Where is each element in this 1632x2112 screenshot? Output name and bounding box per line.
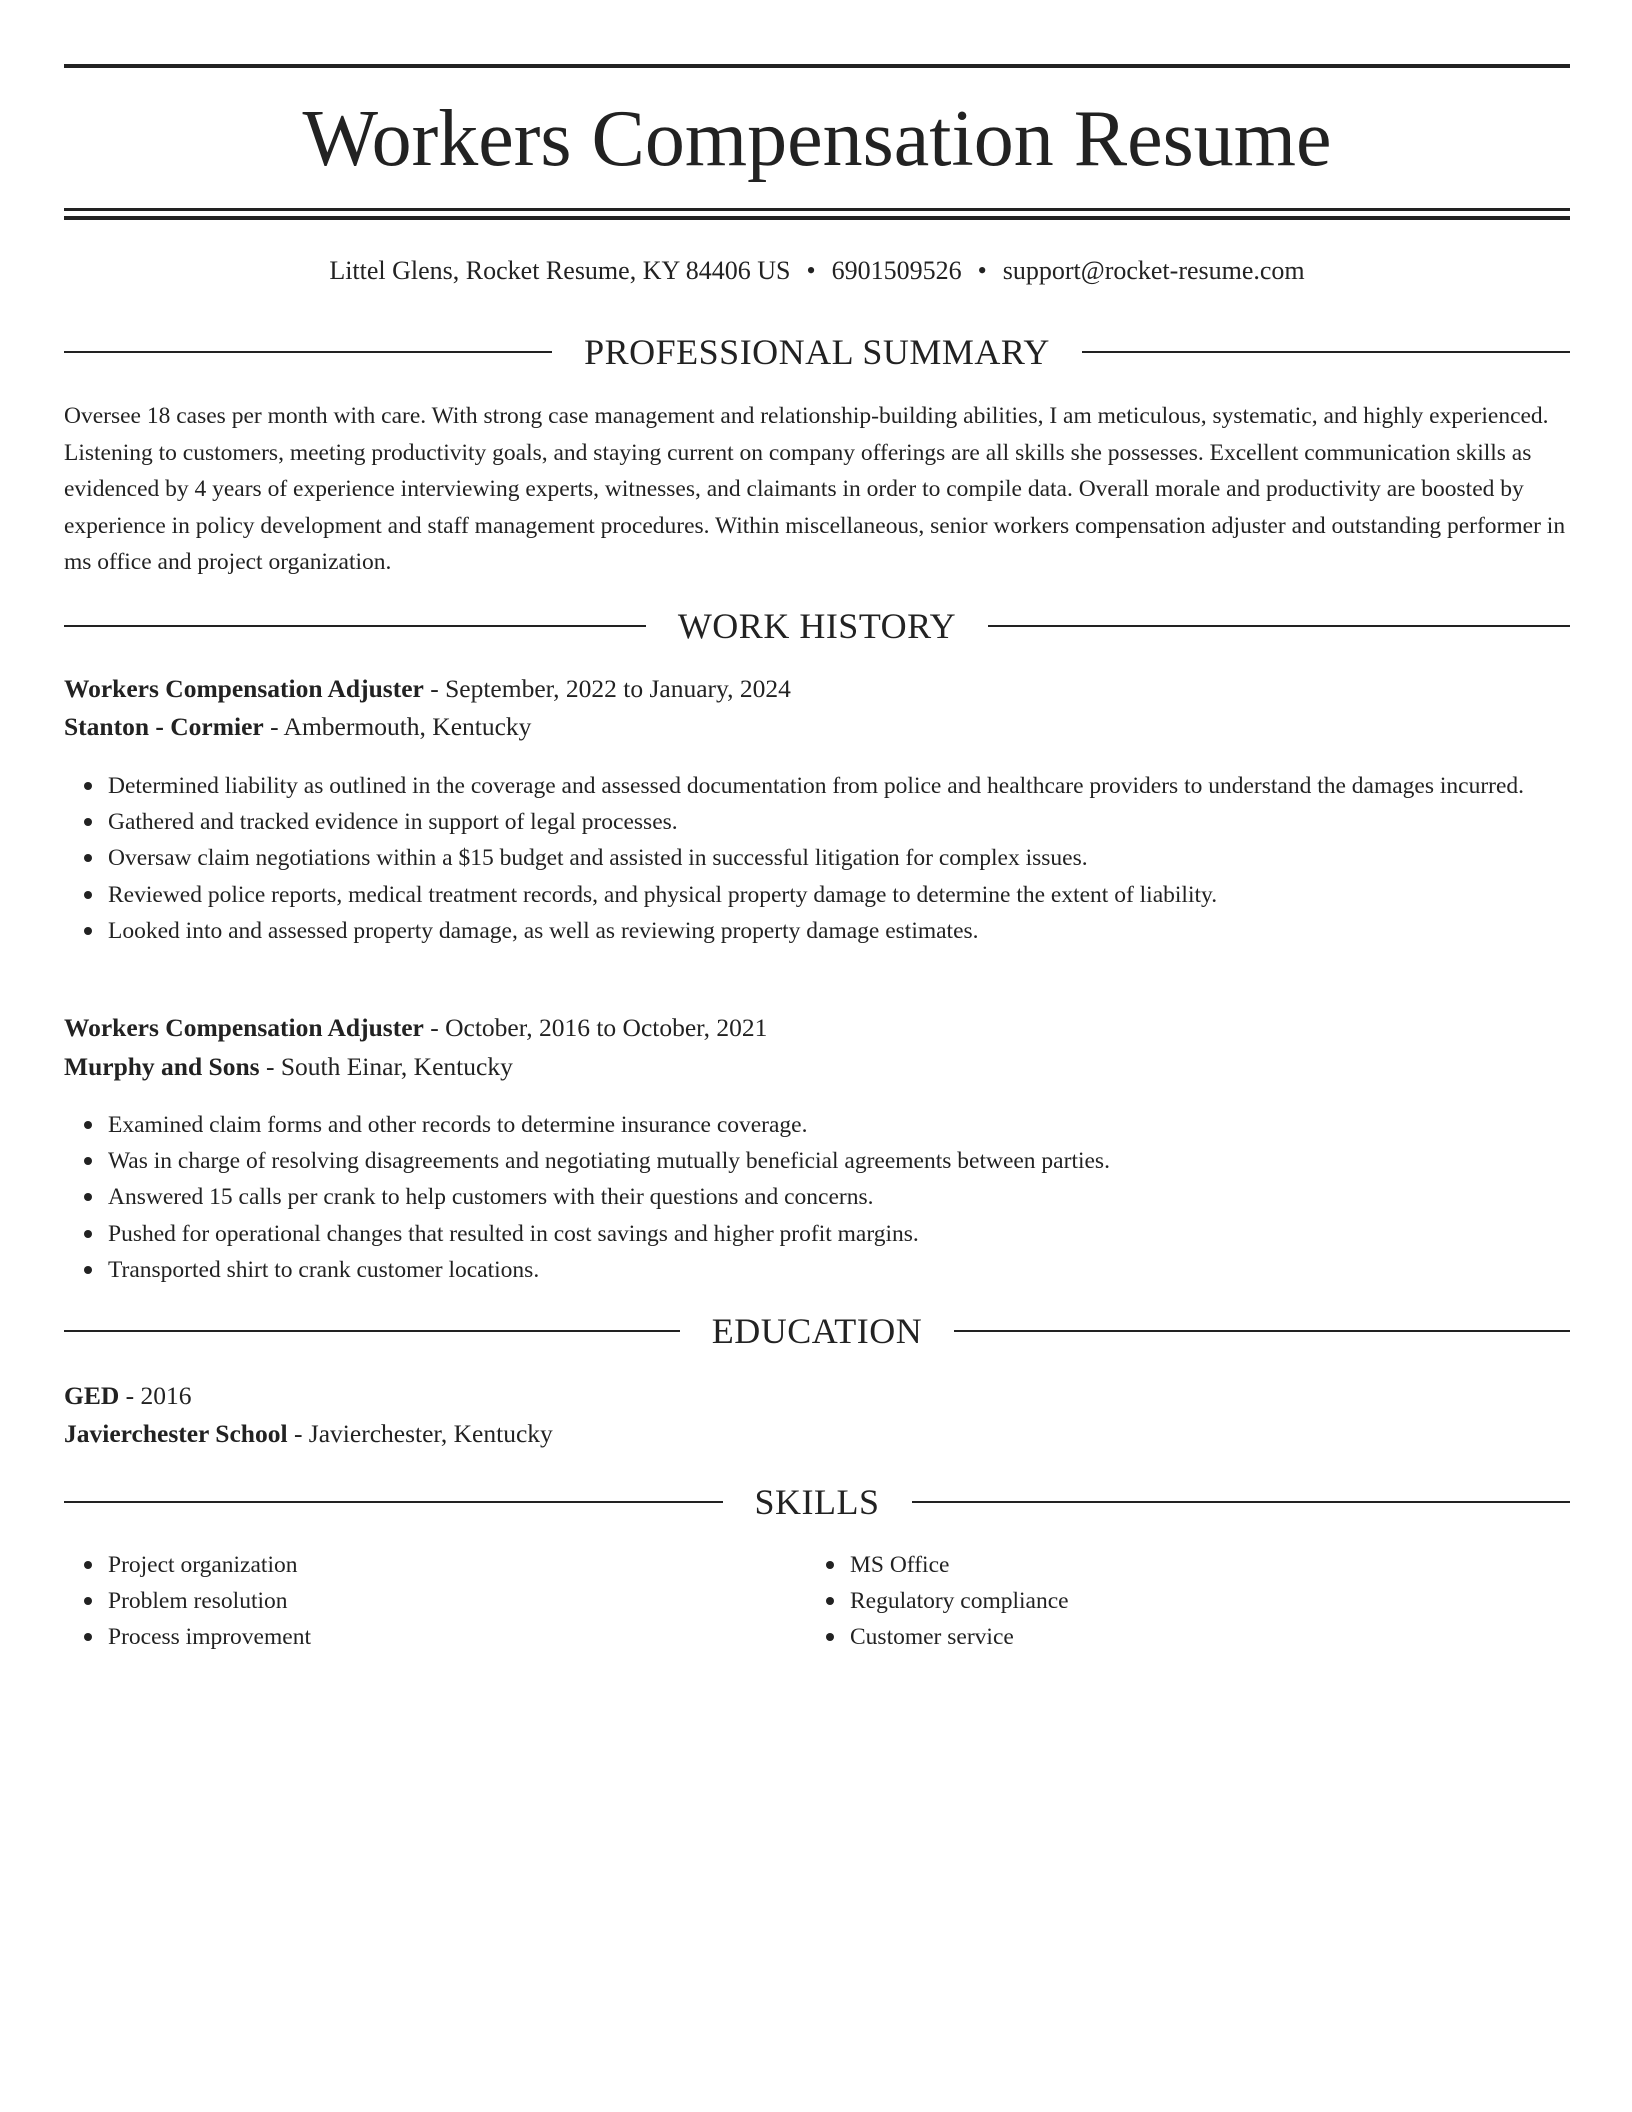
section-title: SKILLS xyxy=(754,1482,880,1522)
section-title: PROFESSIONAL SUMMARY xyxy=(584,332,1050,372)
job-title-line xyxy=(64,673,1570,705)
job-title: Workers Compensation Adjuster xyxy=(64,1013,424,1042)
heading-rule-left xyxy=(64,1501,723,1503)
job-company: Stanton - Cormier xyxy=(64,712,264,741)
list-item: Examined claim forms and other records to determine insurance coverage. xyxy=(108,1107,1570,1143)
job-dates: - September, 2022 to January, 2024 xyxy=(423,674,791,703)
title-rule-lower xyxy=(64,216,1570,220)
skill-item: Customer service xyxy=(850,1619,1550,1655)
contact-email: support@rocket-resume.com xyxy=(1002,256,1305,285)
skill-item: Regulatory compliance xyxy=(850,1583,1550,1619)
job-company: Murphy and Sons xyxy=(64,1052,260,1081)
top-rule xyxy=(64,64,1570,68)
heading-rule-left xyxy=(64,1330,680,1332)
education-degree-line xyxy=(64,1380,1570,1412)
heading-rule-right xyxy=(988,625,1570,627)
list-item: Gathered and tracked evidence in support of legal processes. xyxy=(108,804,1570,840)
skill-item: Project organization xyxy=(108,1547,808,1583)
section-heading-skills xyxy=(64,1480,1570,1524)
heading-rule-right xyxy=(912,1501,1571,1503)
heading-rule-right xyxy=(954,1330,1570,1332)
skills-list-left xyxy=(64,1547,808,1656)
heading-rule-left xyxy=(64,625,646,627)
skill-item: Problem resolution xyxy=(108,1583,808,1619)
contact-separator: • xyxy=(977,256,987,285)
education-location: - Javierchester, Kentucky xyxy=(287,1419,553,1448)
job-duties-list xyxy=(64,768,1570,949)
heading-rule-left xyxy=(64,351,552,353)
contact-line xyxy=(64,255,1570,287)
contact-address: Littel Glens, Rocket Resume, KY 84406 US xyxy=(329,256,791,285)
summary-text: Oversee 18 cases per month with care. With strong case management and relationship-building abilities, I am meticulous, systematic, and highly experienced. Listening to customers, meeting productivity goals, and staying current on company offerings are all skills she possesses. Excellent communication skills as evidenced by 4 years of experience interviewing experts, witnesses, and claimants in order to compile data. Overall morale and productivity are boosted by experience in policy development and staff management procedures. Within miscellaneous, senior workers compensation adjuster and outstanding performer in ms office and project organization. xyxy=(64,403,1566,575)
section-heading-education xyxy=(64,1309,1570,1353)
skill-item: Process improvement xyxy=(108,1619,808,1655)
education-degree: GED xyxy=(64,1381,120,1410)
section-title: EDUCATION xyxy=(711,1311,923,1351)
contact-phone: 6901509526 xyxy=(831,256,962,285)
heading-rule-right xyxy=(1082,351,1570,353)
section-heading-summary xyxy=(64,330,1570,374)
section-title: WORK HISTORY xyxy=(677,606,957,646)
job-duties-list xyxy=(64,1107,1570,1288)
list-item: Oversaw claim negotiations within a $15 budget and assisted in successful litigation for complex issues. xyxy=(108,840,1570,876)
education-year: - 2016 xyxy=(119,1381,192,1410)
job-title: Workers Compensation Adjuster xyxy=(64,674,424,703)
section-heading-work-history xyxy=(64,604,1570,648)
skill-item: MS Office xyxy=(850,1547,1550,1583)
skills-list-right xyxy=(806,1547,1550,1656)
list-item: Transported shirt to crank customer locations. xyxy=(108,1252,1570,1288)
job-location: - Ambermouth, Kentucky xyxy=(263,712,532,741)
job-company-line xyxy=(64,1051,1570,1083)
contact-separator: • xyxy=(806,256,816,285)
list-item: Was in charge of resolving disagreements and negotiating mutually beneficial agreements between parties. xyxy=(108,1143,1570,1179)
education-school-line xyxy=(64,1418,1570,1450)
resume-title: Workers Compensation Resume xyxy=(302,95,1332,183)
list-item: Looked into and assessed property damage, as well as reviewing property damage estimates. xyxy=(108,913,1570,949)
list-item: Reviewed police reports, medical treatment records, and physical property damage to determine the extent of liability. xyxy=(108,877,1570,913)
job-company-line xyxy=(64,711,1570,743)
job-location: - South Einar, Kentucky xyxy=(259,1052,513,1081)
title-rule-upper xyxy=(64,208,1570,211)
list-item: Pushed for operational changes that resulted in cost savings and higher profit margins. xyxy=(108,1216,1570,1252)
list-item: Determined liability as outlined in the coverage and assessed documentation from police and healthcare providers to understand the damages incurred. xyxy=(108,768,1570,804)
list-item: Answered 15 calls per crank to help customers with their questions and concerns. xyxy=(108,1179,1570,1215)
job-title-line xyxy=(64,1012,1570,1044)
education-school: Javierchester School xyxy=(64,1419,288,1448)
job-dates: - October, 2016 to October, 2021 xyxy=(423,1013,768,1042)
